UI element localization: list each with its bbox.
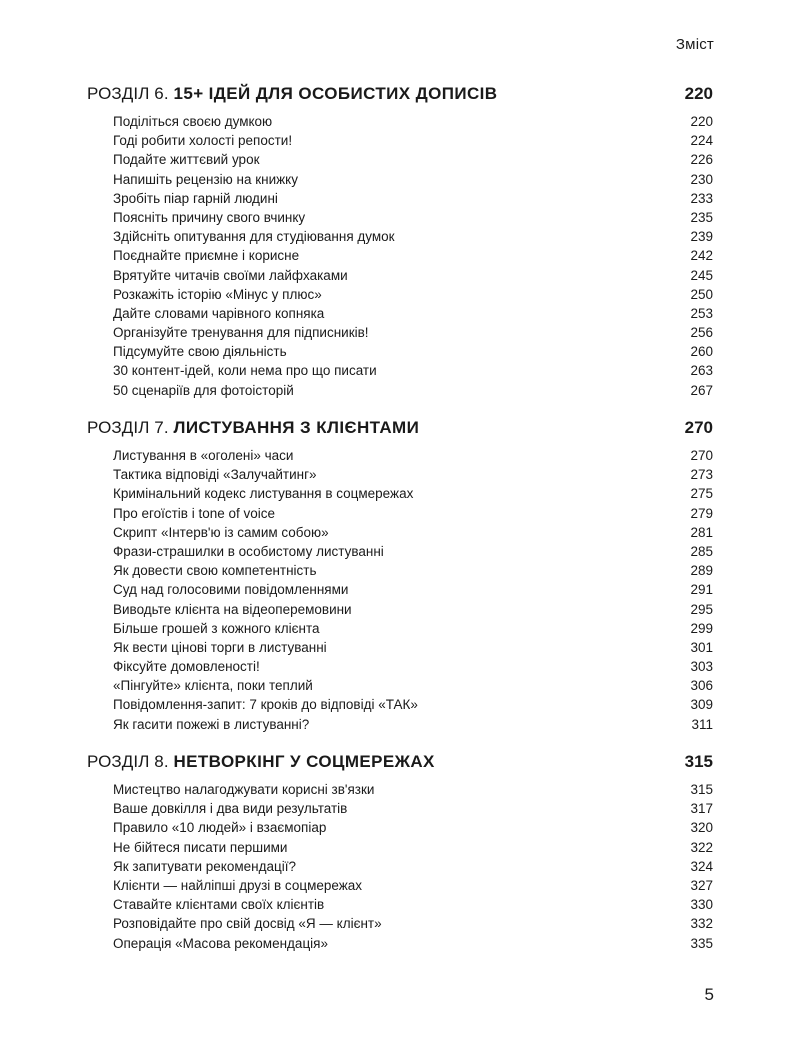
toc-entry [113, 857, 713, 876]
toc-entry-page: 224 [690, 133, 713, 149]
toc-entry-title: Подайте життєвий урок [113, 152, 260, 168]
toc-entry-page: 299 [690, 620, 713, 636]
toc-entry-page: 320 [690, 820, 713, 836]
toc-entry-page: 289 [690, 563, 713, 579]
toc-entry [113, 657, 713, 676]
toc-entry-page: 253 [690, 305, 713, 321]
entry-list [87, 112, 713, 400]
toc-entry-page: 330 [690, 897, 713, 913]
toc-entry [113, 189, 713, 208]
toc-entry [113, 695, 713, 714]
chapter-heading [87, 752, 713, 780]
toc-entry-title: Про егоїстів і tone of voice [113, 505, 276, 521]
toc-entry [113, 304, 713, 323]
toc-entry-page: 273 [690, 467, 713, 483]
toc-entry-title: Повідомлення-запит: 7 кроків до відповіді «ТАК» [113, 697, 418, 713]
toc-entry [113, 266, 713, 285]
chapter-7 [87, 418, 713, 734]
chapter-8 [87, 752, 713, 953]
toc-entry [113, 619, 713, 638]
toc-entry-page: 263 [690, 363, 713, 379]
toc-entry-page: 245 [690, 267, 713, 283]
toc-entry-title: Організуйте тренування для підписників! [113, 325, 369, 341]
toc-entry-title: Ставайте клієнтами своїх клієнтів [113, 897, 325, 913]
toc-entry-title: Клієнти — найліпші друзі в соцмережах [113, 877, 363, 893]
toc-entry [113, 112, 713, 131]
toc-entry-page: 291 [690, 582, 713, 598]
toc-entry-title: 30 контент-ідей, коли нема про що писати [113, 363, 377, 379]
toc-entry-title: Розкажіть історію «Мінус у плюс» [113, 286, 322, 302]
toc-entry [113, 715, 713, 734]
toc-entry-page: 315 [690, 782, 713, 797]
toc-entry-title: Операція «Масова рекомендація» [113, 935, 328, 951]
toc-entry [113, 561, 713, 580]
chapter-label: РОЗДІЛ 7. [87, 418, 174, 437]
toc-entry-page: 303 [690, 659, 713, 675]
chapter-6 [87, 84, 713, 400]
toc-entry-title: Фрази-страшилки в особистому листуванні [113, 543, 384, 559]
toc-entry-title: Скрипт «Інтерв'ю із самим собою» [113, 524, 329, 540]
toc-entry-title: Зробіть піар гарній людині [113, 190, 278, 206]
toc-entry [113, 876, 713, 895]
chapter-heading [87, 84, 713, 112]
toc-entry-title: Розповідайте про свій досвід «Я — клієнт» [113, 916, 382, 932]
toc-entry [113, 504, 713, 523]
toc-entry-title: Поєднайте приємне і корисне [113, 248, 300, 264]
toc-entry-page: 309 [690, 697, 713, 713]
toc-entry [113, 150, 713, 169]
toc-entry-title: Як довести свою компетентність [113, 563, 317, 579]
toc-entry-title: Кримінальний кодекс листування в соцмережах [113, 486, 414, 502]
toc-entry-page: 295 [690, 601, 713, 617]
chapter-page-number: 270 [684, 418, 713, 437]
toc-entry-title: Більше грошей з кожного клієнта [113, 620, 320, 636]
toc-entry-page: 235 [690, 209, 713, 225]
toc-entry-title: «Пінгуйте» клієнта, поки теплий [113, 678, 313, 694]
toc-entry [113, 838, 713, 857]
toc-entry [113, 131, 713, 150]
toc-entry [113, 638, 713, 657]
toc-entry [113, 170, 713, 189]
toc-entry-page: 270 [690, 448, 713, 463]
toc-entry-title: Поясніть причину свого вчинку [113, 209, 306, 225]
toc-entry-page: 285 [690, 543, 713, 559]
toc-entry [113, 285, 713, 304]
toc-entry-page: 332 [690, 916, 713, 932]
toc-entry-title: Здійсніть опитування для студіювання думок [113, 229, 395, 245]
toc-entry-page: 239 [690, 229, 713, 245]
toc-entry-title: Як вести цінові торги в листуванні [113, 639, 327, 655]
toc-entry [113, 465, 713, 484]
toc-entry-page: 260 [690, 344, 713, 360]
page-number: 5 [704, 985, 714, 1004]
toc-entry-page: 267 [690, 382, 713, 398]
entry-list [87, 446, 713, 734]
toc-entry [113, 780, 713, 799]
toc-entry [113, 799, 713, 818]
toc-entry-title: Годі робити холості репости! [113, 133, 293, 149]
toc-entry [113, 246, 713, 265]
chapter-title: ЛИСТУВАННЯ З КЛІЄНТАМИ [173, 418, 420, 437]
toc-entry-title: Поділіться своєю думкою [113, 114, 273, 129]
toc-entry-title: Підсумуйте свою діяльність [113, 344, 287, 360]
chapter-heading-text [87, 84, 497, 104]
chapter-label: РОЗДІЛ 6. [87, 84, 174, 103]
toc-entry-page: 311 [691, 716, 713, 732]
toc-entry [113, 914, 713, 933]
toc-entry-title: Суд над голосовими повідомленнями [113, 582, 349, 598]
toc-entry-page: 256 [690, 325, 713, 341]
toc-entry-title: Дайте словами чарівного копняка [113, 305, 325, 321]
toc-entry-page: 233 [690, 190, 713, 206]
toc-entry [113, 542, 713, 561]
toc-entry-title: Фіксуйте домовленості! [113, 659, 260, 675]
chapter-heading-text [87, 418, 419, 438]
toc-entry [113, 676, 713, 695]
toc-entry-page: 322 [690, 839, 713, 855]
toc-entry [113, 381, 713, 400]
chapter-title: 15+ ІДЕЙ ДЛЯ ОСОБИСТИХ ДОПИСІВ [173, 84, 498, 103]
toc-entry-title: Врятуйте читачів своїми лайфхаками [113, 267, 348, 283]
toc-entry [113, 818, 713, 837]
toc-entry-title: 50 сценаріїв для фотоісторій [113, 382, 294, 398]
toc-entry-title: Листування в «оголені» часи [113, 448, 294, 463]
toc-entry-page: 242 [690, 248, 713, 264]
toc-entry-title: Як запитувати рекомендації? [113, 858, 296, 874]
toc-entry [113, 484, 713, 503]
chapter-page-number: 315 [684, 752, 713, 771]
toc-entry [113, 323, 713, 342]
running-header: Зміст [675, 36, 714, 53]
toc-entry-page: 250 [690, 286, 713, 302]
toc-entry-page: 324 [690, 858, 713, 874]
toc-entry-page: 220 [690, 114, 713, 129]
toc-entry [113, 934, 713, 953]
toc-entry [113, 580, 713, 599]
toc-entry [113, 523, 713, 542]
toc-entry-page: 226 [690, 152, 713, 168]
chapter-label: РОЗДІЛ 8. [87, 752, 174, 771]
toc-entry [113, 895, 713, 914]
chapter-heading [87, 418, 713, 446]
toc-entry-title: Мистецтво налагоджувати корисні зв'язки [113, 782, 375, 797]
toc-entry-title: Як гасити пожежі в листуванні? [113, 716, 310, 732]
toc-entry-title: Виводьте клієнта на відеоперемовини [113, 601, 352, 617]
toc-entry [113, 342, 713, 361]
toc-entry [113, 361, 713, 380]
toc-entry-page: 279 [690, 505, 713, 521]
toc-entry [113, 227, 713, 246]
toc-entry-title: Ваше довкілля і два види результатів [113, 801, 348, 817]
chapter-title: НЕТВОРКІНГ У СОЦМЕРЕЖАХ [173, 752, 435, 771]
toc-entry-page: 317 [690, 801, 713, 817]
toc-entry [113, 208, 713, 227]
toc-entry [113, 600, 713, 619]
toc-entry-page: 335 [690, 935, 713, 951]
chapter-heading-text [87, 752, 435, 772]
chapter-page-number: 220 [684, 84, 713, 103]
toc-entry-title: Напишіть рецензію на книжку [113, 171, 298, 187]
toc-entry-title: Не бійтеся писати першими [113, 839, 288, 855]
toc-entry-page: 281 [690, 524, 713, 540]
toc-entry [113, 446, 713, 465]
toc-entry-page: 275 [690, 486, 713, 502]
toc-entry-page: 301 [690, 639, 713, 655]
toc-entry-page: 327 [690, 877, 713, 893]
toc-entry-title: Тактика відповіді «Залучайтинг» [113, 467, 317, 483]
toc-entry-page: 306 [690, 678, 713, 694]
entry-list [87, 780, 713, 953]
toc-entry-page: 230 [690, 171, 713, 187]
toc-entry-title: Правило «10 людей» і взаємопіар [113, 820, 327, 836]
